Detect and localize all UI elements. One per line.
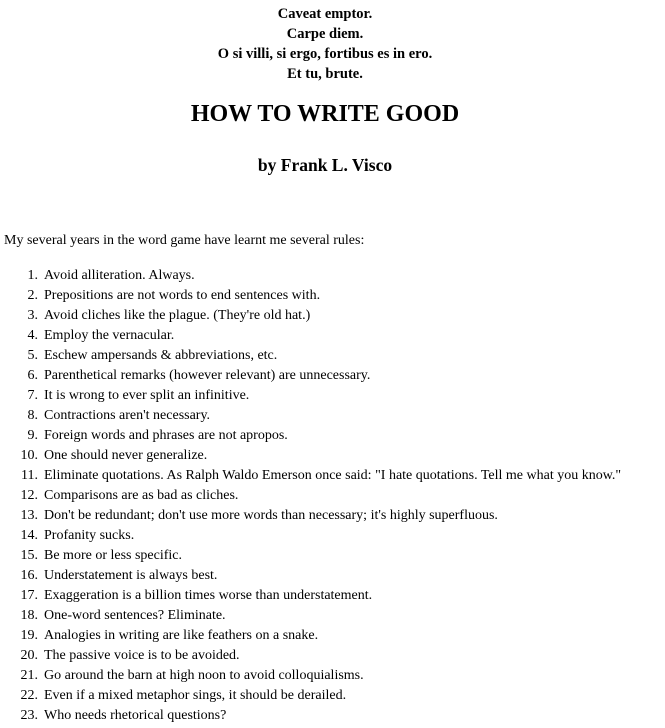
- list-item: [0, 546, 621, 566]
- list-item-text: Be more or less specific.: [44, 548, 183, 563]
- list-item-text: One-word sentences? Eliminate.: [44, 608, 226, 623]
- list-item: [0, 646, 621, 666]
- list-item-text: Eschew ampersands & abbreviations, etc.: [44, 348, 278, 363]
- list-item-text: Analogies in writing are like feathers on a snake.: [44, 628, 319, 643]
- epigraph-line: Carpe diem.: [286, 26, 364, 42]
- list-item-text: Foreign words and phrases are not apropos.: [44, 428, 288, 443]
- list-number: 11.: [21, 468, 38, 483]
- list-number: 16.: [20, 568, 38, 583]
- list-number: 15.: [20, 548, 38, 563]
- list-number: 8.: [27, 408, 38, 423]
- list-item-text: Even if a mixed metaphor sings, it should be derailed.: [44, 688, 347, 703]
- epigraph-line: O si villi, si ergo, fortibus es in ero.: [217, 46, 433, 62]
- list-item-text: Exaggeration is a billion times worse than understatement.: [44, 588, 373, 603]
- list-item-text: One should never generalize.: [44, 448, 208, 463]
- list-item-text: The passive voice is to be avoided.: [44, 648, 240, 663]
- list-item-text: Parenthetical remarks (however relevant) are unnecessary.: [44, 368, 371, 383]
- list-item: [0, 406, 621, 426]
- list-item: [0, 266, 621, 286]
- list-item-text: Don't be redundant; don't use more words than necessary; it's highly superfluous.: [44, 508, 498, 523]
- list-number: 2.: [27, 288, 38, 303]
- list-item-text: Contractions aren't necessary.: [44, 408, 211, 423]
- list-item: [0, 466, 621, 486]
- list-item-text: Who needs rhetorical questions?: [44, 708, 227, 723]
- author-byline: by Frank L. Visco: [257, 155, 393, 175]
- list-item: [0, 326, 621, 346]
- list-number: 21.: [20, 668, 38, 683]
- list-item: [0, 386, 621, 406]
- list-number: 5.: [27, 348, 38, 363]
- list-number: 12.: [20, 488, 38, 503]
- list-item: [0, 526, 621, 546]
- list-item-text: Go around the barn at high noon to avoid colloquialisms.: [44, 668, 364, 683]
- list-item-text: Comparisons are as bad as cliches.: [44, 488, 239, 503]
- list-item: [0, 446, 621, 466]
- list-number: 6.: [27, 368, 38, 383]
- list-item-text: Avoid cliches like the plague. (They're old hat.): [44, 308, 311, 323]
- epigraph-line: Caveat emptor.: [277, 6, 373, 22]
- list-number: 3.: [27, 308, 38, 323]
- epigraph: [0, 4, 650, 84]
- list-item-text: Avoid alliteration. Always.: [44, 268, 195, 283]
- list-number: 13.: [20, 508, 38, 523]
- epigraph-line: Et tu, brute.: [287, 66, 363, 82]
- list-item-text: It is wrong to ever split an infinitive.: [44, 388, 250, 403]
- list-item-text: Employ the vernacular.: [44, 328, 175, 343]
- list-item: [0, 566, 621, 586]
- list-item: [0, 426, 621, 446]
- list-item: [0, 666, 621, 686]
- intro-paragraph: My several years in the word game have learnt me several rules:: [4, 233, 365, 248]
- list-item: [0, 606, 621, 626]
- list-item-text: Understatement is always best.: [44, 568, 218, 583]
- list-item-text: Profanity sucks.: [44, 528, 135, 543]
- list-number: 10.: [20, 448, 38, 463]
- list-number: 14.: [20, 528, 38, 543]
- list-number: 18.: [20, 608, 38, 623]
- list-number: 23.: [20, 708, 38, 723]
- list-item: [0, 506, 621, 526]
- list-item-text: Prepositions are not words to end sentences with.: [44, 288, 321, 303]
- list-number: 1.: [27, 268, 38, 283]
- list-item-text: Eliminate quotations. As Ralph Waldo Emerson once said: "I hate quotations. Tell me what you know.": [44, 468, 622, 483]
- list-number: 7.: [27, 388, 38, 403]
- list-item: [0, 286, 621, 306]
- list-number: 9.: [27, 428, 38, 443]
- list-item: [0, 626, 621, 646]
- list-item: [0, 486, 621, 506]
- list-item: [0, 366, 621, 386]
- list-number: 19.: [20, 628, 38, 643]
- rules-list: [0, 266, 621, 726]
- list-number: 4.: [27, 328, 38, 343]
- page-title: HOW TO WRITE GOOD: [190, 101, 460, 127]
- list-number: 22.: [20, 688, 38, 703]
- list-item: [0, 346, 621, 366]
- list-item: [0, 306, 621, 326]
- list-number: 17.: [20, 588, 38, 603]
- list-item: [0, 686, 621, 706]
- list-item: [0, 586, 621, 606]
- list-number: 20.: [20, 648, 38, 663]
- list-item: [0, 706, 621, 726]
